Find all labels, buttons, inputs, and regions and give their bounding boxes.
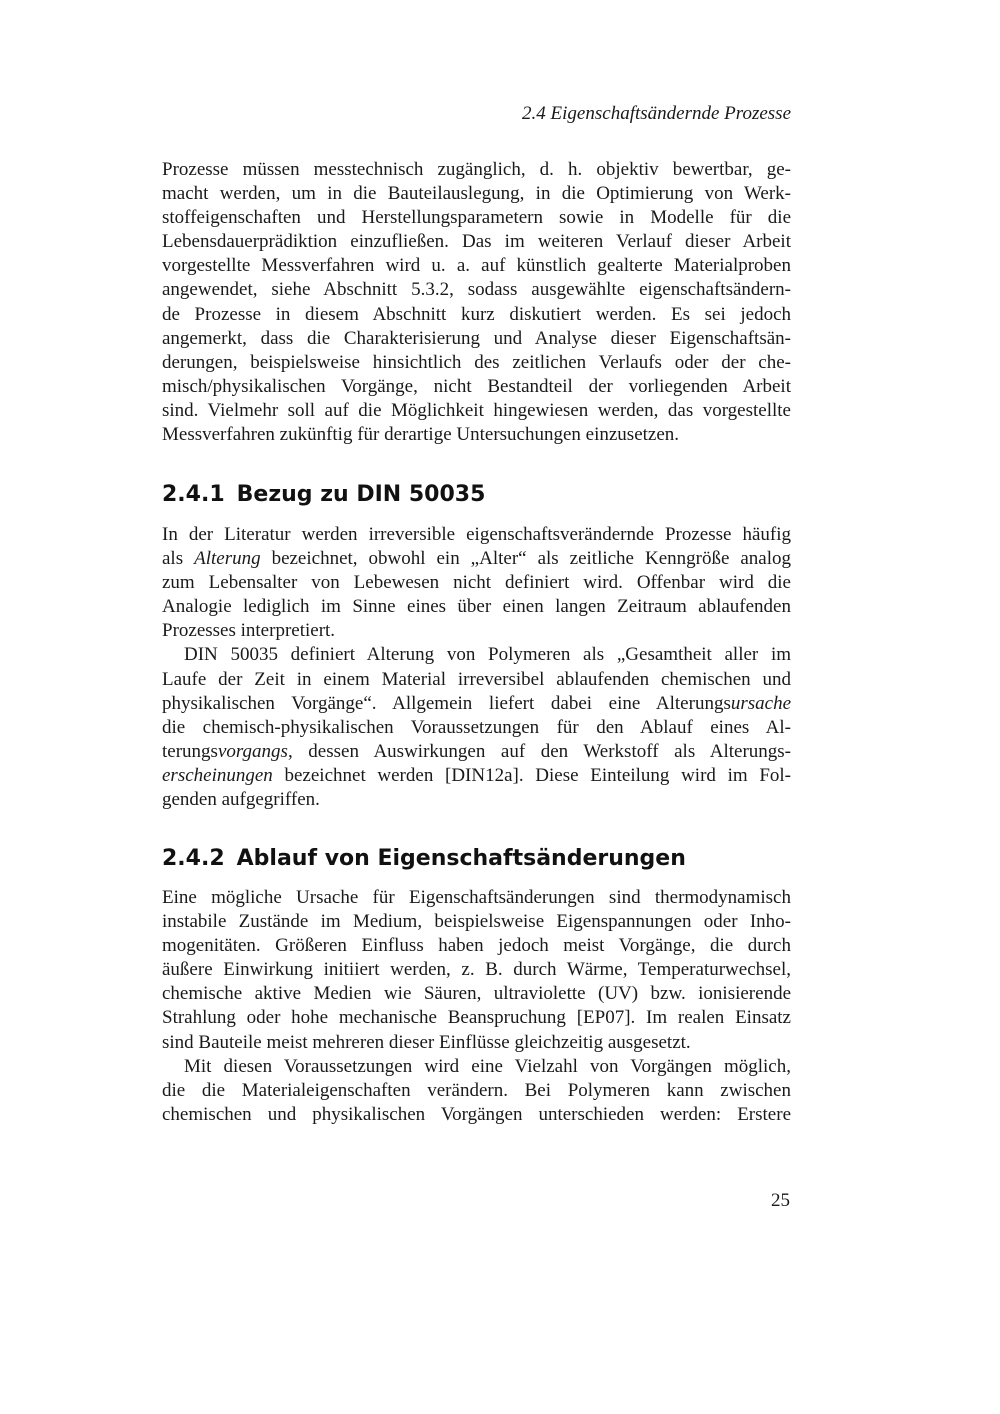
section-title: Bezug zu DIN 50035	[236, 482, 486, 507]
page-number: 25	[771, 1190, 790, 1211]
text-line: die chemisch-physikalischen Voraussetzungen für den Ablauf eines Al-	[162, 716, 791, 738]
text-line: Eine mögliche Ursache für Eigenschaftsänderungen sind thermodynamisch	[162, 887, 791, 908]
text-line: mogenitäten. Größeren Einfluss haben jedoch meist Vorgänge, die durch	[162, 935, 791, 957]
text-line: Strahlung oder hohe mechanische Beanspruchung [EP07]. Im realen Einsatz	[162, 1007, 791, 1029]
text-line: Lebensdauerprädiktion einzufließen. Das im weiteren Verlauf dieser Arbeit	[162, 231, 791, 253]
text-span: bezeichnet, obwohl ein „Alter“ als zeitliche Kenngröße analog	[260, 548, 792, 570]
text-span: bezeichnet werden [DIN12a]. Diese Einteilung wird im Fol-	[272, 764, 791, 786]
text-line: misch/physikalischen Vorgänge, nicht Bestandteil der vorliegenden Arbeit	[162, 375, 791, 397]
text-line	[162, 740, 791, 764]
text-line: die die Materialeigenschaften verändern. Bei Polymeren kann zwischen	[162, 1079, 791, 1101]
text-line: chemischen und physikalischen Vorgängen unterschieden werden: Erstere	[162, 1103, 791, 1125]
text-line: DIN 50035 definiert Alterung von Polymeren als „Gesamtheit aller im	[184, 644, 791, 666]
text-line	[162, 764, 791, 788]
section-title: Ablauf von Eigenschaftsänderungen	[236, 846, 686, 871]
emphasis: ursache	[730, 692, 791, 714]
text-line: stoffeigenschaften und Herstellungsparametern sowie in Modelle für die	[162, 207, 791, 229]
section-2-body	[162, 886, 791, 1127]
text-line: äußere Einwirkung initiiert werden, z. B. durch Wärme, Temperaturwechsel,	[162, 959, 791, 981]
emphasis: erscheinungen	[162, 764, 273, 786]
running-head: 2.4 Eigenschaftsändernde Prozesse	[522, 103, 791, 124]
emphasis: vorgangs	[217, 740, 288, 762]
emphasis: Alterung	[194, 548, 261, 570]
text-line	[162, 547, 791, 571]
text-line: derungen, beispielsweise hinsichtlich des zeitlichen Verlaufs oder der che-	[162, 351, 791, 373]
section-heading-2-4-2	[162, 846, 686, 871]
text-line: In der Literatur werden irreversible eigenschaftsverändernde Prozesse häufig	[162, 524, 791, 545]
text-line: chemische aktive Medien wie Säuren, ultraviolette (UV) bzw. ionisierende	[162, 983, 791, 1005]
text-span: physikalischen Vorgänge“. Allgemein liefert dabei eine Alterungs	[162, 692, 731, 714]
text-line: de Prozesse in diesem Abschnitt kurz diskutiert werden. Es sei jedoch	[162, 303, 791, 325]
text-span: als	[162, 548, 195, 570]
text-line: genden aufgegriffen.	[162, 789, 320, 811]
section-number: 2.4.1	[162, 482, 225, 507]
text-span: terungs	[162, 740, 218, 762]
section-number: 2.4.2	[162, 846, 225, 871]
text-line	[162, 692, 791, 716]
section-heading-2-4-1	[162, 482, 485, 507]
text-line: Prozesses interpretiert.	[162, 620, 336, 642]
text-line: Messverfahren zukünftig für derartige Untersuchungen einzusetzen.	[162, 424, 680, 446]
text-line: instabile Zustände im Medium, beispielsweise Eigenspannungen oder Inho-	[162, 911, 791, 933]
section-1-body	[162, 523, 791, 812]
text-line: vorgestellte Messverfahren wird u. a. auf künstlich gealterte Materialproben	[162, 255, 791, 277]
intro-paragraph	[162, 158, 791, 447]
text-line: sind Bauteile meist mehreren dieser Einflüsse gleichzeitig ausgesetzt.	[162, 1031, 691, 1053]
text-line: sind. Vielmehr soll auf die Möglichkeit hingewiesen werden, das vorgestellte	[162, 399, 791, 421]
text-line: Laufe der Zeit in einem Material irreversibel ablaufenden chemischen und	[162, 668, 791, 690]
text-line: angewendet, siehe Abschnitt 5.3.2, sodass ausgewählte eigenschaftsändern-	[162, 279, 791, 301]
text-line: angemerkt, dass die Charakterisierung und Analyse dieser Eigenschaftsän-	[162, 327, 791, 349]
text-line: Mit diesen Voraussetzungen wird eine Vielzahl von Vorgängen möglich,	[184, 1055, 791, 1077]
text-line: macht werden, um in die Bauteilauslegung, in die Optimierung von Werk-	[162, 183, 791, 205]
text-line: Prozesse müssen messtechnisch zugänglich, d. h. objektiv bewertbar, ge-	[162, 159, 791, 180]
text-span: , dessen Auswirkungen auf den Werkstoff als Alterungs-	[287, 740, 791, 762]
text-line: zum Lebensalter von Lebewesen nicht definiert wird. Offenbar wird die	[162, 572, 791, 594]
text-line: Analogie lediglich im Sinne eines über einen langen Zeitraum ablaufenden	[162, 596, 791, 618]
